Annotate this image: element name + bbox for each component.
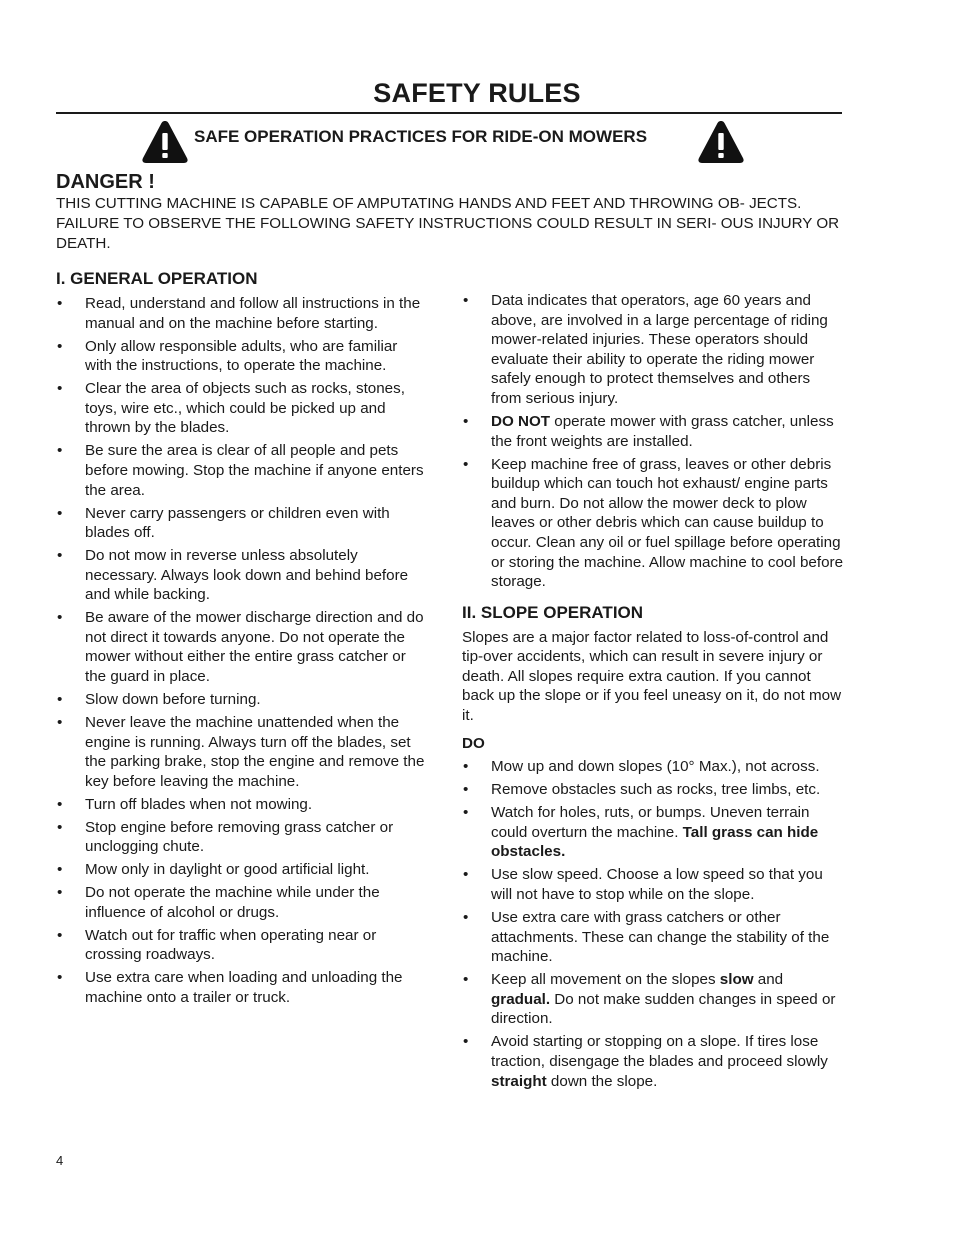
right-column [462, 291, 844, 1094]
bullet: • [57, 818, 63, 836]
list-item: • Remove obstacles such as rocks, tree limbs, etc. [463, 781, 821, 799]
bullet: • [57, 547, 63, 565]
list-item: • Use extra care with grass catchers or other attachments. These can change the stability of the machine. [463, 908, 830, 966]
bullet: • [463, 455, 469, 473]
subtitle-banner [0, 118, 954, 164]
bullet: • [57, 380, 63, 398]
bullet: • [57, 504, 63, 522]
bullet: • [463, 758, 469, 776]
list-item: • Do not mow in reverse unless absolutely necessary. Always look down and behind before and while backing. [57, 547, 409, 604]
list-item: • Use slow speed. Choose a low speed so that you will not have to stop while on the slope. [463, 866, 823, 903]
bullet: • [57, 442, 63, 460]
warning-triangle-icon [697, 120, 745, 164]
bullet: • [57, 691, 63, 709]
general-operation-list-continued [462, 291, 844, 592]
bullet: • [463, 971, 469, 989]
general-operation-heading: I. GENERAL OPERATION [56, 269, 258, 288]
list-item: • Mow only in daylight or good artificial light. [57, 861, 370, 879]
danger-heading: DANGER ! [56, 171, 155, 193]
list-item: • Never carry passengers or children even with blades off. [57, 504, 390, 542]
bullet: • [463, 781, 469, 799]
bullet: • [57, 969, 63, 987]
list-item: • Use extra care when loading and unloading the machine onto a trailer or truck. [57, 969, 403, 1007]
bullet: • [463, 412, 469, 430]
page-title: SAFETY RULES [373, 78, 581, 108]
bullet: • [57, 609, 63, 627]
bullet: • [57, 795, 63, 813]
list-item: • Turn off blades when not mowing. [57, 795, 313, 813]
bullet: • [57, 861, 63, 879]
section-subtitle: SAFE OPERATION PRACTICES FOR RIDE-ON MOWERS [194, 127, 648, 146]
bullet: • [463, 1033, 469, 1051]
list-item: • Keep machine free of grass, leaves or other debris buildup which can touch hot exhaust/ engine parts and burn. Do not allow the mower deck to plow leaves or other debris which can cause buildup to occur. Clean any oil or fuel spillage before operating or storing the machine. Allow machine to cool before storage. [463, 455, 844, 591]
do-heading: DO [462, 734, 485, 752]
slope-do-list [462, 757, 844, 1091]
list-item: • Keep all movement on the slopes slow and gradual. Do not make sudden changes in speed or direction. [463, 971, 836, 1028]
left-column [56, 268, 428, 1011]
list-item: • Do not operate the machine while under the influence of alcohol or drugs. [57, 884, 380, 921]
list-item: • Be aware of the mower discharge direction and do not direct it towards anyone. Do not operate the mower without either the entire grass catcher or the guard in place. [57, 609, 424, 686]
list-item: • Read, understand and follow all instructions in the manual and on the machine before starting. [57, 295, 421, 332]
list-item: • Slow down before turning. [57, 691, 261, 709]
title-divider [56, 112, 842, 114]
list-item: • Never leave the machine unattended when the engine is running. Always turn off the blades, set the parking brake, stop the engine and remove the key before leaving the machine. [57, 714, 425, 790]
list-item: • Be sure the area is clear of all people and pets before mowing. Stop the machine if anyone enters the area. [57, 442, 424, 499]
list-item: • Watch for holes, ruts, or bumps. Uneven terrain could overturn the machine. Tall grass can hide obstacles. [463, 804, 819, 861]
warning-triangle-icon [141, 120, 189, 164]
list-item: • DO NOT operate mower with grass catcher, unless the front weights are installed. [463, 412, 834, 450]
bullet: • [57, 714, 63, 731]
bullet: • [57, 884, 63, 902]
list-item: • Only allow responsible adults, who are familiar with the instructions, to operate the machine. [57, 337, 398, 375]
bullet: • [463, 804, 469, 822]
list-item: • Clear the area of objects such as rocks, stones, toys, wire etc., which could be picked up and thrown by the blades. [57, 380, 405, 437]
bullet: • [57, 926, 63, 944]
bullet: • [57, 337, 63, 355]
page-number: 4 [56, 1153, 64, 1168]
list-item: • Watch out for traffic when operating near or crossing roadways. [57, 926, 377, 964]
list-item: • Avoid starting or stopping on a slope. If tires lose traction, disengage the blades and proceed slowly straight down the slope. [463, 1033, 828, 1090]
bullet: • [463, 866, 469, 884]
slope-operation-heading: II. SLOPE OPERATION [462, 602, 644, 622]
danger-text: THIS CUTTING MACHINE IS CAPABLE OF AMPUTATING HANDS AND FEET AND THROWING OB- JECTS. FAILURE TO OBSERVE THE FOLLOWING SAFETY INSTRUCTIONS COULD RESULT IN SERI- OUS INJURY OR DEATH. [56, 195, 840, 252]
list-item: • Mow up and down slopes (10° Max.), not across. [463, 758, 820, 776]
bullet: • [463, 908, 469, 926]
slope-intro: Slopes are a major factor related to loss-of-control and tip-over accidents, which can result in severe injury or death. All slopes require extra caution. If you cannot back up the slope or if you feel uneasy on it, do not mow it. [462, 628, 842, 725]
list-item: • Stop engine before removing grass catcher or unclogging chute. [57, 818, 394, 856]
bullet: • [57, 295, 63, 312]
bullet: • [463, 292, 469, 309]
general-operation-list [56, 294, 428, 1008]
list-item: • Data indicates that operators, age 60 years and above, are involved in a large percentage of riding mower-related injuries. These operators should evaluate their ability to operate the riding mower safely enough to protect themselves and others from serious injury. [463, 292, 828, 407]
